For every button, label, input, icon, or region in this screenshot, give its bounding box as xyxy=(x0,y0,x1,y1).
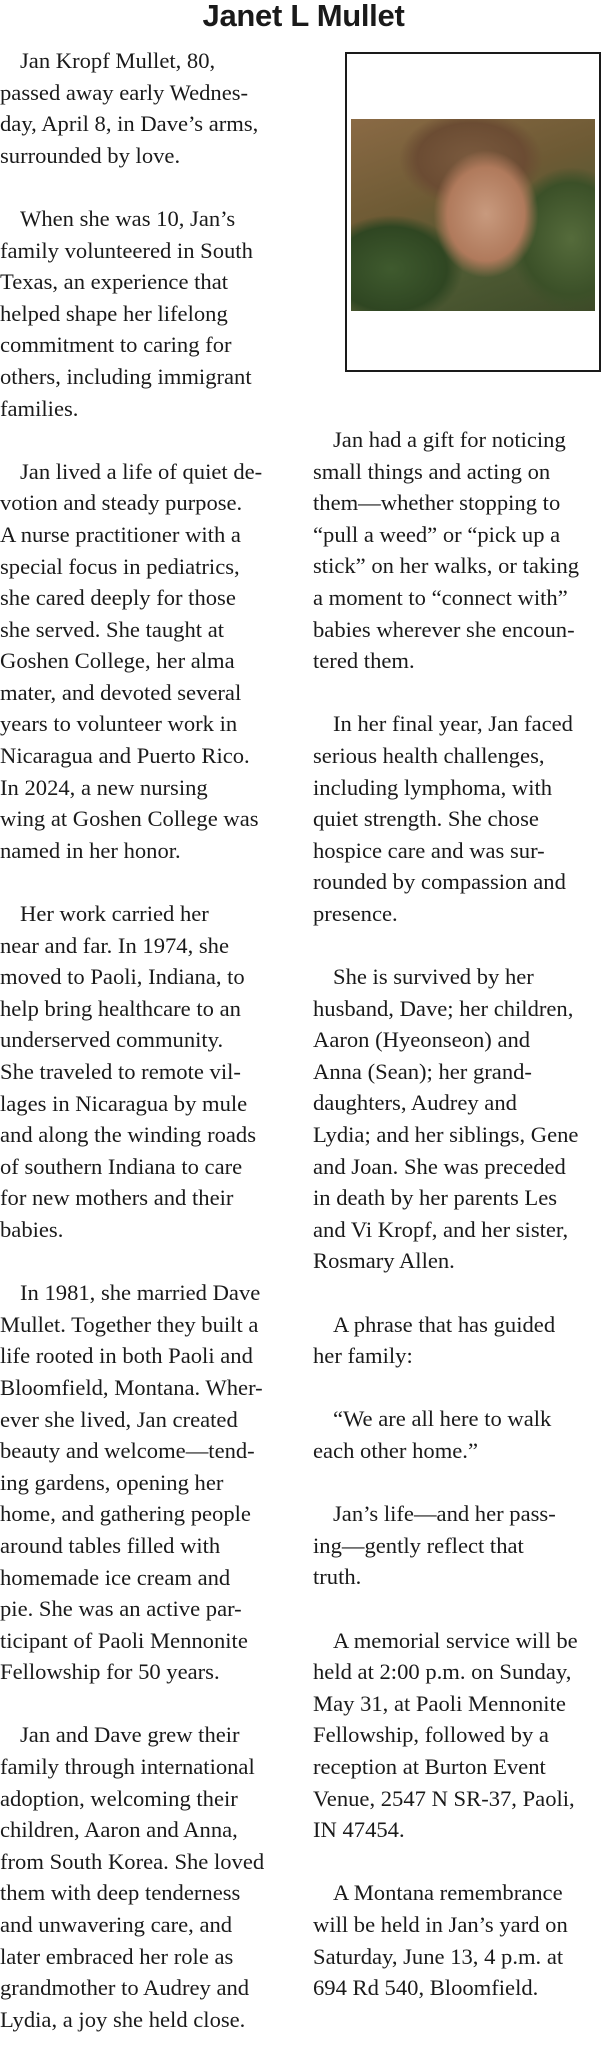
photo-frame xyxy=(345,52,601,372)
paragraph: A memorial service will be held at 2:00 p.m. on Sunday, May 31, at Paoli Mennonite Fellowship, followed by a reception at Burton Event Venue, 2547 N SR-37, Paoli, IN 47454. xyxy=(313,1627,578,1843)
paragraph: In 1981, she married Dave Mullet. Together they built a life rooted in both Paoli and Bloomfield, Montana. Wher- ever she lived, Jan created beauty and welcome—tend- ing gardens, opening her home, and gathering people around tables filled with homemade ice cream and pie. She was an active par- ticipant of Paoli Mennonite Fellowship for 50 years. xyxy=(0,1280,263,1685)
paragraph: “We are all here to walk each other home.” xyxy=(313,1406,552,1463)
portrait-photo xyxy=(351,119,595,311)
paragraph: She is survived by her husband, Dave; her children, Aaron (Hyeonseon) and Anna (Sean); her grand- daughters, Audrey and Lydia; and her siblings, Gene and Joan. She was preceded in death by her parents Les and Vi Kropf, and her sister, Rosmary Allen. xyxy=(313,964,579,1274)
right-column xyxy=(313,424,607,2035)
paragraph: A phrase that has guided her family: xyxy=(313,1311,556,1369)
paragraph: Jan lived a life of quiet de- votion and steady purpose. A nurse practitioner with a special focus in pediatrics, she cared deeply for those she served. She taught at Goshen College, her alma mater, and devoted several years to volunteer work in Nicaragua and Puerto Rico. In 2024, a new nursing wing at Goshen College was named in her honor. xyxy=(0,458,263,863)
left-column xyxy=(0,45,292,2067)
paragraph: Jan had a gift for noticing small things and acting on them—whether stopping to “pull a weed” or “pick up a stick” on her walks, or taking a moment to “connect with” babies wherever she encoun- tered them. xyxy=(313,427,580,674)
paragraph: A Montana remembrance will be held in Jan’s yard on Saturday, June 13, 4 p.m. at 694 Rd 540, Bloomfield. xyxy=(313,1880,568,2001)
paragraph: Her work carried her near and far. In 1974, she moved to Paoli, Indiana, to help bring healthcare to an underserved community. She traveled to remote vil- lages in Nicaragua by mule and along the winding roads of southern Indiana to care for new mothers and their babies. xyxy=(0,901,257,1242)
paragraph: In her final year, Jan faced serious health challenges, including lymphoma, with quiet strength. She chose hospice care and was sur- rounded by compassion and presence. xyxy=(313,711,573,926)
paragraph: When she was 10, Jan’s family volunteered in South Texas, an experience that helped shape her lifelong commitment to caring for others, including immigrant families. xyxy=(0,205,253,421)
paragraph: Jan’s life—and her pass- ing—gently reflect that truth. xyxy=(313,1501,556,1590)
paragraph: Jan Kropf Mullet, 80, passed away early Wednes- day, April 8, in Dave’s arms, surrounded by love. xyxy=(0,48,259,168)
paragraph: Jan and Dave grew their family through international adoption, welcoming their children, Aaron and Anna, from South Korea. She loved them with deep tenderness and unwavering care, and later embraced her role as grandmother to Audrey and Lydia, a joy she held close. xyxy=(0,1722,265,2032)
obituary-title: Janet L Mullet xyxy=(202,0,405,33)
